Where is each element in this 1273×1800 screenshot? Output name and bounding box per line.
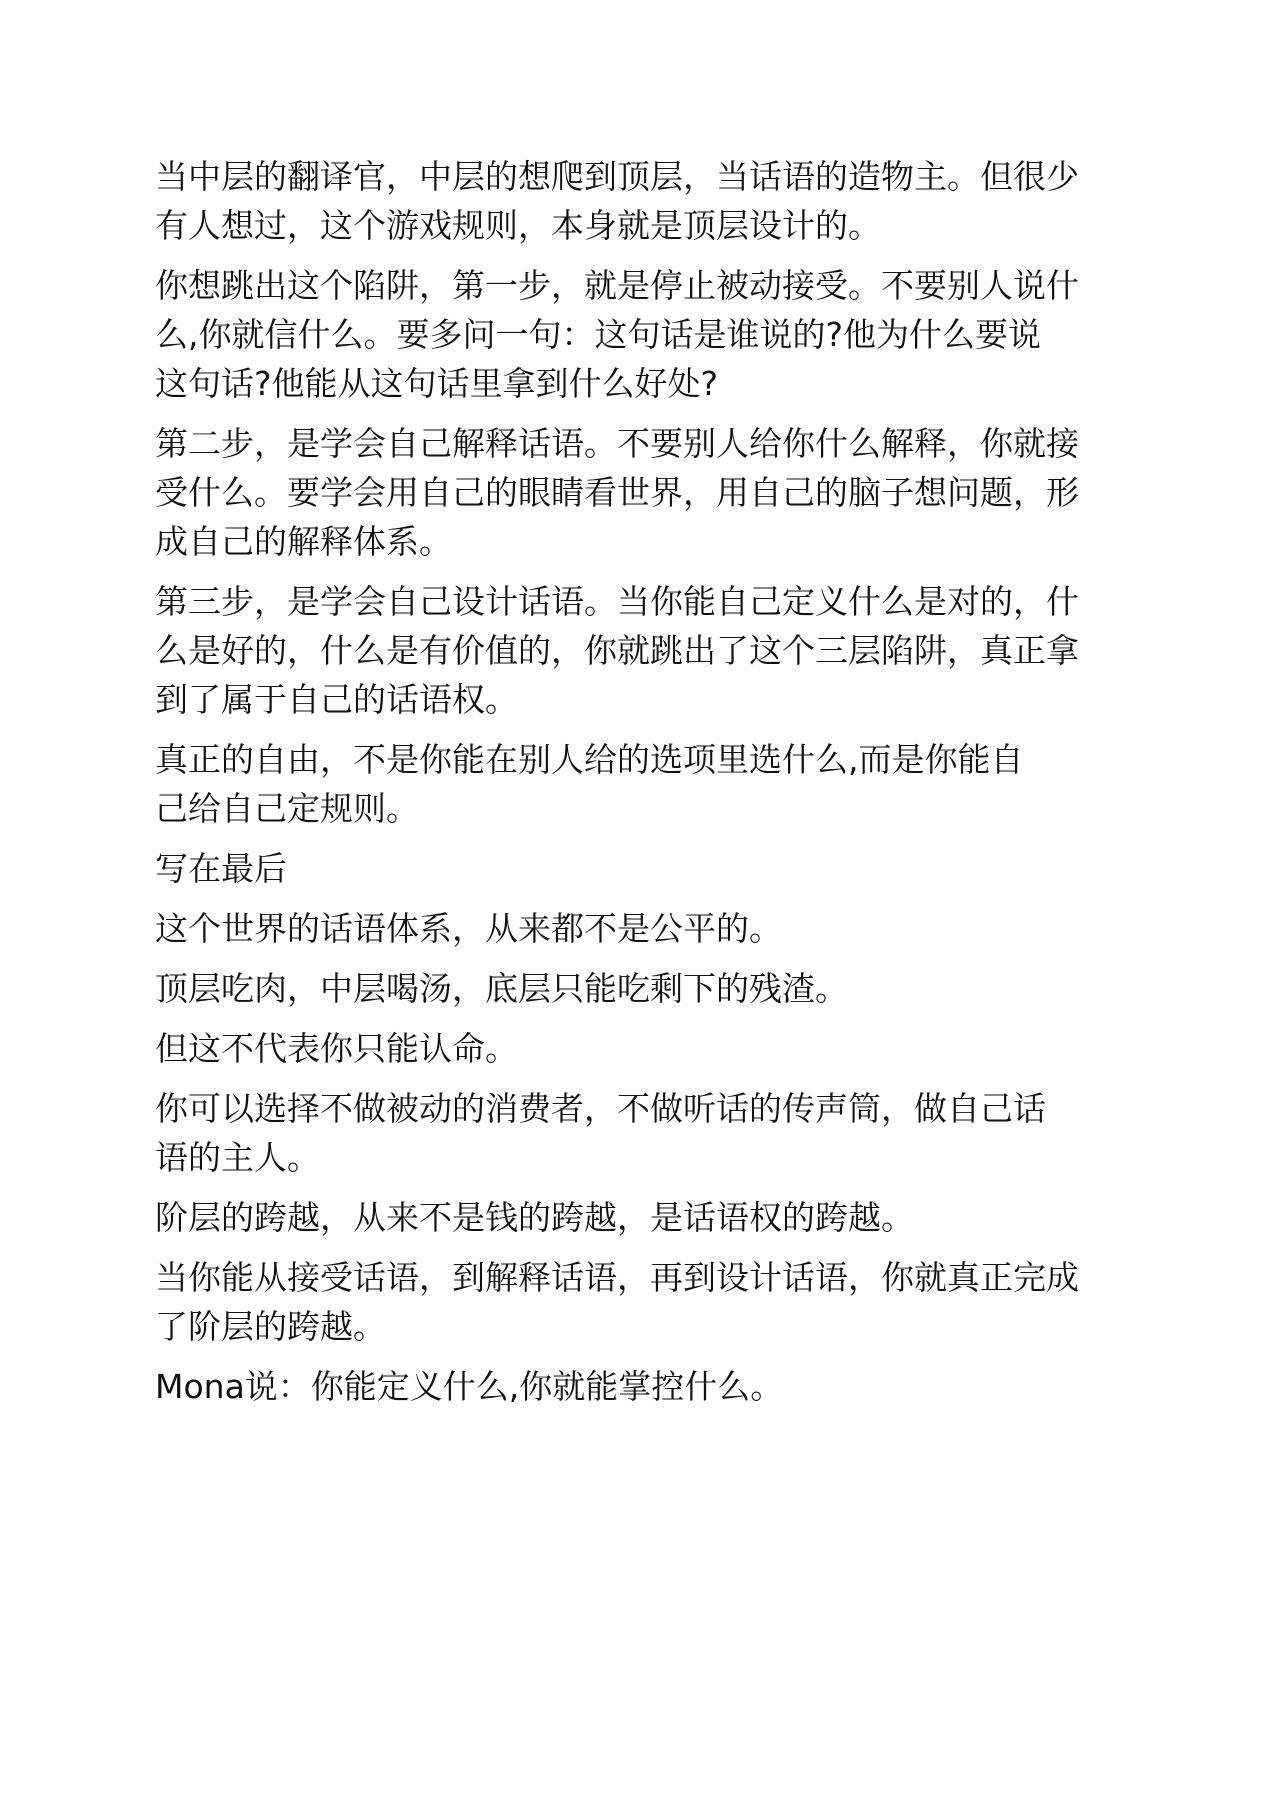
paragraph-2 [155, 261, 1115, 408]
text-line: 第二步，是学会自己解释话语。不要别人给你什么解释，你就接 [155, 424, 1079, 463]
document-page [155, 152, 1115, 1422]
text-line: 己给自己定规则。 [155, 789, 419, 828]
text-line: 真正的自由，不是你能在别人给的选项里选什么,而是你能自 [155, 740, 1024, 779]
text-line: 这个世界的话语体系，从来都不是公平的。 [155, 909, 782, 948]
text-line: 有人想过，这个游戏规则，本身就是顶层设计的。 [155, 206, 881, 245]
text-line: 当你能从接受话语，到解释话语，再到设计话语，你就真正完成 [155, 1258, 1079, 1297]
text-line: 么是好的，什么是有价值的，你就跳出了这个三层陷阱，真正拿 [155, 631, 1079, 670]
text-line: 但这不代表你只能认命。 [155, 1029, 518, 1068]
paragraph-1 [155, 152, 1115, 250]
text-line: 你想跳出这个陷阱，第一步，就是停止被动接受。不要别人说什 [155, 266, 1079, 305]
paragraph-4 [155, 577, 1115, 724]
paragraph-12 [155, 1253, 1115, 1351]
text-line: 当中层的翻译官，中层的想爬到顶层，当话语的造物主。但很少 [155, 157, 1079, 196]
paragraph-9 [155, 1024, 1115, 1073]
text-line: 顶层吃肉，中层喝汤，底层只能吃剩下的残渣。 [155, 969, 848, 1008]
text-line: Mona说：你能定义什么,你就能掌控什么。 [155, 1367, 784, 1406]
text-line: 受什么。要学会用自己的眼睛看世界，用自己的脑子想问题，形 [155, 473, 1079, 512]
text-line: 写在最后 [155, 849, 287, 888]
paragraph-10 [155, 1084, 1115, 1182]
text-line: 成自己的解释体系。 [155, 522, 452, 561]
text-line: 语的主人。 [155, 1138, 320, 1177]
paragraph-11 [155, 1193, 1115, 1242]
paragraph-7 [155, 904, 1115, 953]
text-line: 么,你就信什么。要多问一句：这句话是谁说的?他为什么要说 [155, 315, 1042, 354]
text-line: 这句话?他能从这句话里拿到什么好处? [155, 364, 719, 403]
text-line: 第三步，是学会自己设计话语。当你能自己定义什么是对的，什 [155, 582, 1079, 621]
paragraph-8 [155, 964, 1115, 1013]
text-line: 你可以选择不做被动的消费者，不做听话的传声筒，做自己话 [155, 1089, 1046, 1128]
section-heading [155, 844, 1115, 893]
paragraph-3 [155, 419, 1115, 566]
text-line: 阶层的跨越，从来不是钱的跨越，是话语权的跨越。 [155, 1198, 914, 1237]
text-line: 到了属于自己的话语权。 [155, 680, 518, 719]
closing-quote [155, 1362, 1115, 1411]
text-line: 了阶层的跨越。 [155, 1307, 386, 1346]
paragraph-5 [155, 735, 1115, 833]
